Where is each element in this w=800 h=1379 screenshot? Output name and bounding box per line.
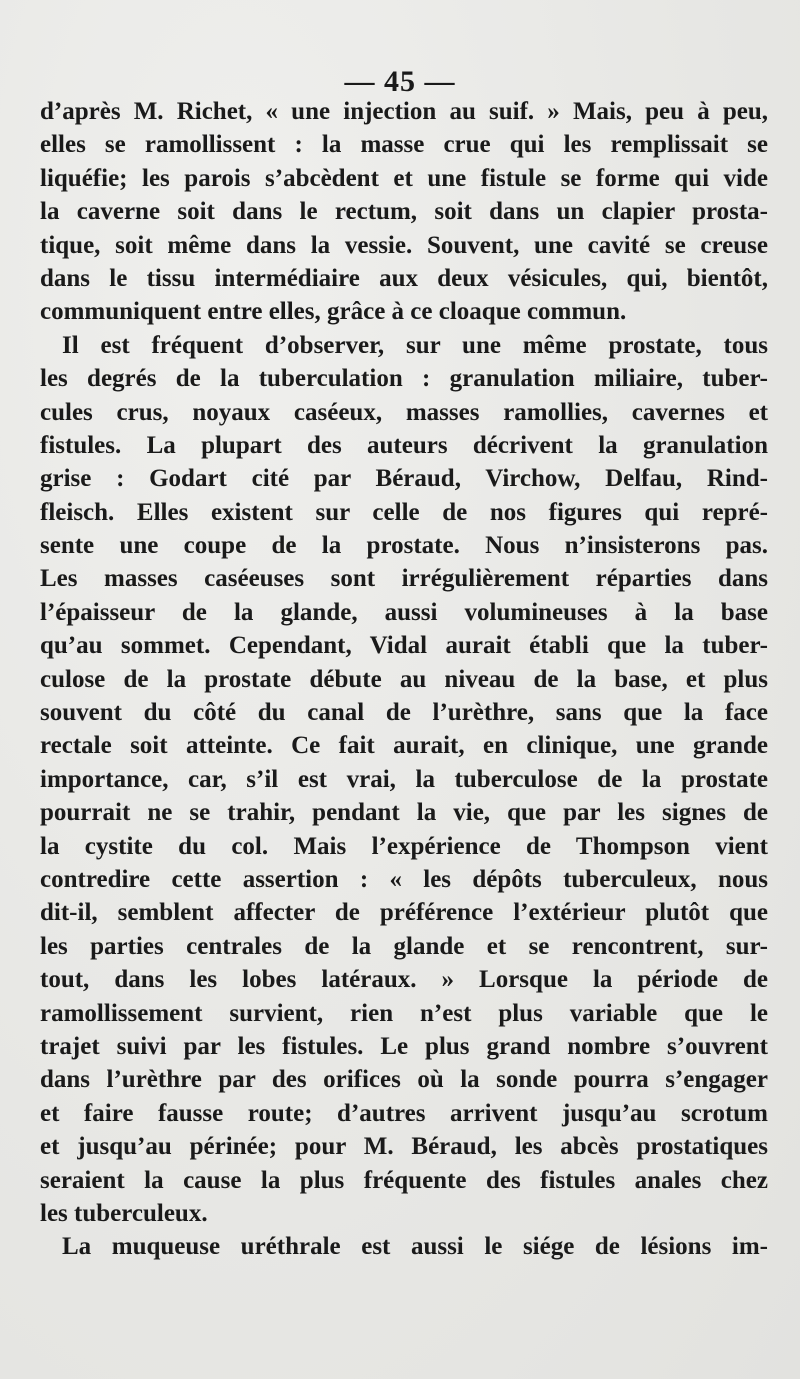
text-line: tout, dans les lobes latéraux. » Lorsque la période de [40,966,768,994]
text-line: contredire cette assertion : « les dépôts tuberculeux, nous [40,865,768,893]
text-line: dit-il, semblent affecter de préférence l’extérieur plutôt que [40,899,768,927]
text-line: d’après M. Richet, « une injection au suif. » Mais, peu à peu, [40,98,768,125]
text-line: les parties centrales de la glande et se rencontrent, sur- [40,932,768,960]
text-line: et faire fausse route; d’autres arrivent jusqu’au scrotum [40,1099,768,1127]
page-number: — 45 — [344,65,456,98]
text-line: tique, soit même dans la vessie. Souvent, une cavité se creuse [40,231,768,259]
paragraph-start-line: Il est fréquent d’observer, sur une même prostate, tous [62,331,768,359]
text-line: rectale soit atteinte. Ce fait aurait, en clinique, une grande [40,732,768,760]
text-line: cules crus, noyaux caséeux, masses ramollies, cavernes et [40,398,768,426]
text-line: elles se ramollissent : la masse crue qui les remplissait se [40,131,768,159]
text-line: la caverne soit dans le rectum, soit dans un clapier prosta- [40,198,768,226]
text-line: les tuberculeux. [40,1199,208,1227]
paragraph-start-line: La muqueuse uréthrale est aussi le siége de lésions im- [62,1233,768,1261]
text-line: grise : Godart cité par Béraud, Virchow, Delfau, Rind- [40,465,768,493]
text-line: sente une coupe de la prostate. Nous n’insisterons pas. [40,532,768,560]
text-line: dans le tissu intermédiaire aux deux vésicules, qui, bientôt, [40,264,768,292]
text-line: trajet suivi par les fistules. Le plus grand nombre s’ouvrent [40,1032,768,1060]
body-text [40,95,768,1264]
text-line: l’épaisseur de la glande, aussi volumineuses à la base [40,598,768,626]
text-line: fleisch. Elles existent sur celle de nos figures qui repré- [40,498,768,526]
text-line: dans l’urèthre par des orifices où la sonde pourra s’engager [40,1066,768,1094]
text-line: Les masses caséeuses sont irrégulièrement réparties dans [40,565,768,593]
text-line: communiquent entre elles, grâce à ce cloaque commun. [40,298,627,326]
text-line: qu’au sommet. Cependant, Vidal aurait établi que la tuber- [40,632,768,660]
text-line: fistules. La plupart des auteurs décrivent la granulation [40,431,768,459]
text-line: seraient la cause la plus fréquente des fistules anales chez [40,1166,768,1194]
text-line: les degrés de la tuberculation : granulation miliaire, tuber- [40,365,768,393]
text-line: ramollissement survient, rien n’est plus variable que le [40,999,768,1027]
text-line: importance, car, s’il est vrai, la tuberculose de la prostate [40,765,768,793]
text-line: la cystite du col. Mais l’expérience de Thompson vient [40,832,768,860]
text-line: souvent du côté du canal de l’urèthre, sans que la face [40,699,768,727]
text-line: culose de la prostate débute au niveau de la base, et plus [40,665,768,693]
text-line: liquéfie; les parois s’abcèdent et une fistule se forme qui vide [40,164,768,192]
text-line: pourrait ne se trahir, pendant la vie, que par les signes de [40,799,768,827]
text-line: et jusqu’au périnée; pour M. Béraud, les abcès prostatiques [40,1133,768,1161]
